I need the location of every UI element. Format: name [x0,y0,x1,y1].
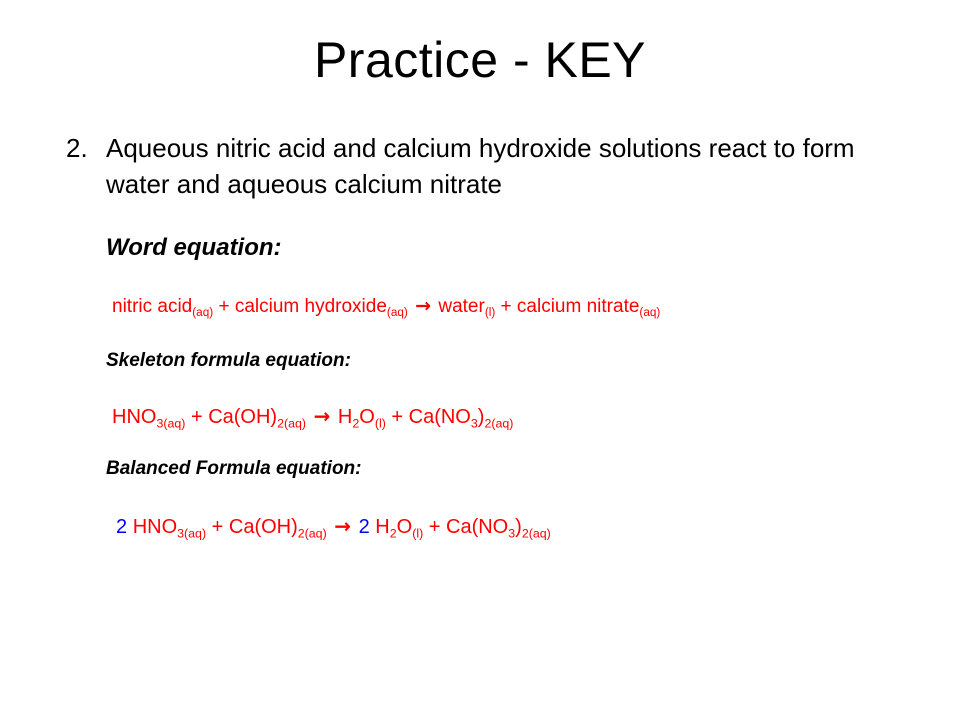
skeleton-equation [112,402,513,431]
problem-statement: Aqueous nitric acid and calcium hydroxide solutions react to form water and aqueous calcium nitrate [106,133,855,199]
product-2-part: Ca(NO [408,406,471,428]
reactant-1: HNO [132,516,178,538]
reactant-1: HNO [112,406,157,428]
product-2-part: ) [477,406,485,428]
state-subscript: (aq) [192,306,214,320]
coefficient: 2 [358,516,370,538]
product-1-part: H [337,406,353,428]
plus-sign: + [423,516,447,538]
plus-sign: + [385,406,409,428]
plus-sign: + [206,516,229,538]
subscript: 2 [389,526,397,541]
subscript: 2(aq) [277,416,307,431]
list-item-number: 2. [66,133,88,163]
subscript: 3(aq) [177,526,207,541]
subscript: 2(aq) [521,526,551,541]
slide-title: Practice - KEY [313,32,647,88]
plus-sign: + [495,296,517,317]
word-equation [112,292,660,321]
arrow-icon: → [313,404,331,428]
reactant-1: nitric acid [112,296,193,317]
subscript: 2(aq) [484,416,514,431]
subscript: 2 [352,416,360,431]
arrow-icon: → [415,295,432,317]
word-equation-label: Word equation: [106,234,282,261]
product-1-part: H [375,516,390,538]
subscript: (l) [412,526,424,541]
subscript: 3 [470,416,478,431]
subscript: 2(aq) [297,526,327,541]
reactant-2: Ca(OH) [208,406,278,428]
product-2: calcium nitrate [516,296,640,317]
coefficient: 2 [116,516,128,538]
state-subscript: (l) [484,306,496,320]
product-1-part: O [359,406,375,428]
reactant-2: calcium hydroxide [234,296,387,317]
product-1-part: O [396,516,413,538]
reactant-2: Ca(OH) [228,516,298,538]
plus-sign: + [213,296,235,317]
product-2-part: ) [515,516,522,538]
subscript: 3 [508,526,516,541]
product-1: water [438,296,485,317]
plus-sign: + [185,406,209,428]
product-2-part: Ca(NO [446,516,509,538]
balanced-equation [116,512,551,541]
skeleton-equation-label: Skeleton formula equation: [106,350,351,371]
subscript: 3(aq) [156,416,186,431]
state-subscript: (aq) [639,306,661,320]
balanced-equation-label: Balanced Formula equation: [106,458,362,479]
state-subscript: (aq) [386,306,408,320]
subscript: (l) [374,416,386,431]
arrow-icon: → [334,514,352,538]
